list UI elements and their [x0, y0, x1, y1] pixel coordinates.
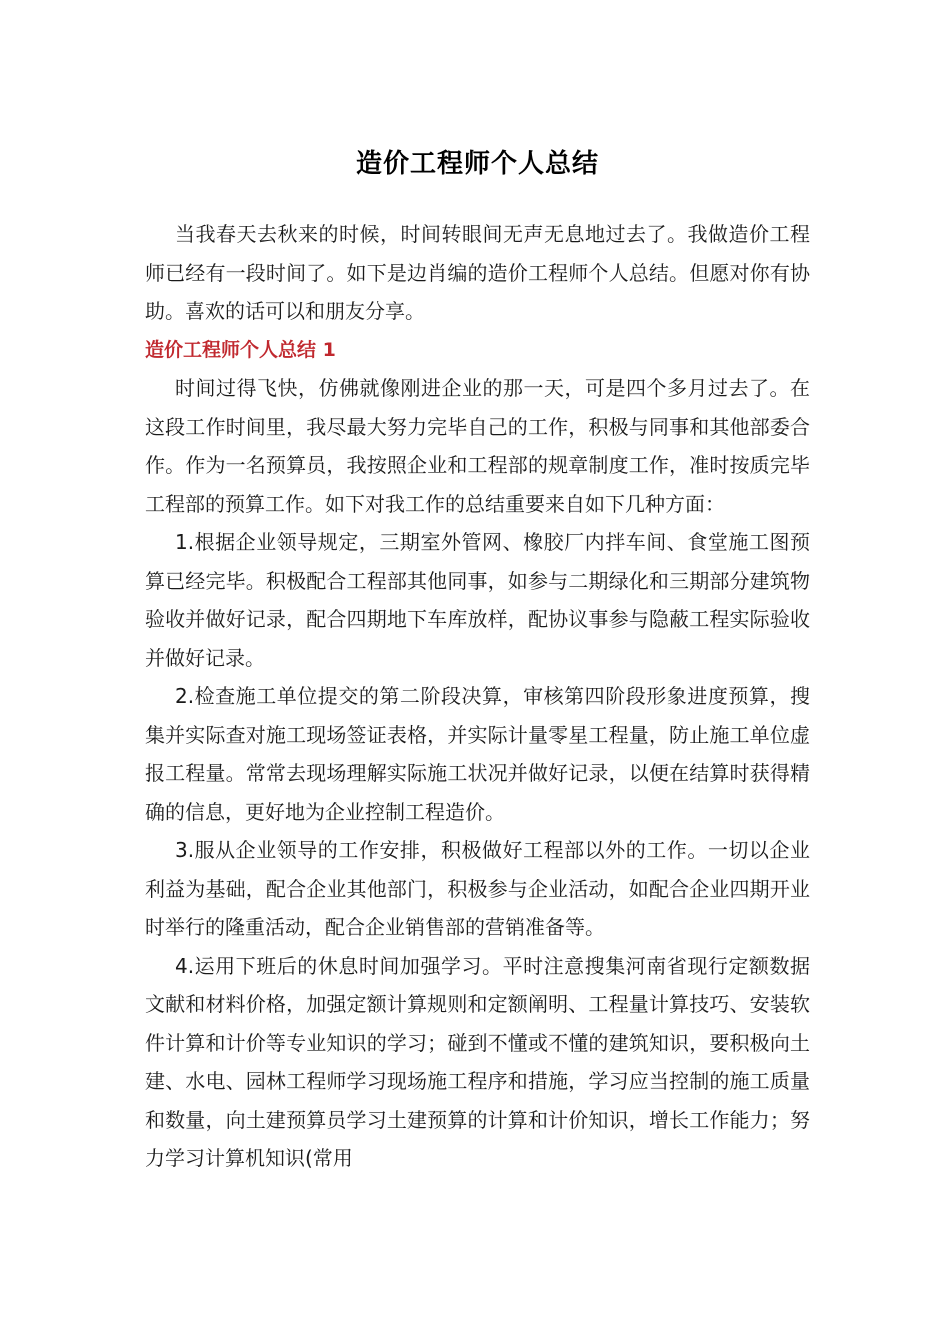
body-paragraph-1: 时间过得飞快，仿佛就像刚进企业的那一天，可是四个多月过去了。在这段工作时间里，我尽最大努力完毕自己的工作，积极与同事和其他部委合作。作为一名预算员，我按照企业和工程部的规章制度工作，准时按质完毕工程部的预算工作。如下对我工作的总结重要来自如下几种方面：	[145, 376, 810, 516]
section-heading: 造价工程师个人总结 1	[145, 338, 336, 361]
document-body	[145, 140, 810, 1178]
body-paragraph-4: 3.服从企业领导的工作安排，积极做好工程部以外的工作。一切以企业利益为基础，配合企业其他部门，积极参与企业活动，如配合企业四期开业时举行的隆重活动，配合企业销售部的营销准备等。	[145, 838, 810, 939]
page-title: 造价工程师个人总结	[355, 149, 599, 179]
title-spacer	[145, 188, 810, 215]
body-paragraph-2: 1.根据企业领导规定，三期室外管网、橡胶厂内拌车间、食堂施工图预算已经完毕。积极配合工程部其他同事，如参与二期绿化和三期部分建筑物验收并做好记录，配合四期地下车库放样，配协议事参与隐蔽工程实际验收并做好记录。	[145, 530, 810, 670]
body-paragraph-3: 2.检查施工单位提交的第二阶段决算，审核第四阶段形象进度预算，搜集并实际查对施工现场签证表格，并实际计量零星工程量，防止施工单位虚报工程量。常常去现场理解实际施工状况并做好记录，以便在结算时获得精确的信息，更好地为企业控制工程造价。	[145, 684, 810, 824]
body-paragraph-5: 4.运用下班后的休息时间加强学习。平时注意搜集河南省现行定额数据文献和材料价格，加强定额计算规则和定额阐明、工程量计算技巧、安装软件计算和计价等专业知识的学习；碰到不懂或不懂的建筑知识，要积极向土建、水电、园林工程师学习现场施工程序和措施，学习应当控制的施工质量和数量，向土建预算员学习土建预算的计算和计价知识，增长工作能力；努力学习计算机知识(常用	[145, 953, 810, 1170]
intro-paragraph: 当我春天去秋来的时候，时间转眼间无声无息地过去了。我做造价工程师已经有一段时间了。如下是边肖编的造价工程师个人总结。但愿对你有协助。喜欢的话可以和朋友分享。	[145, 222, 810, 323]
